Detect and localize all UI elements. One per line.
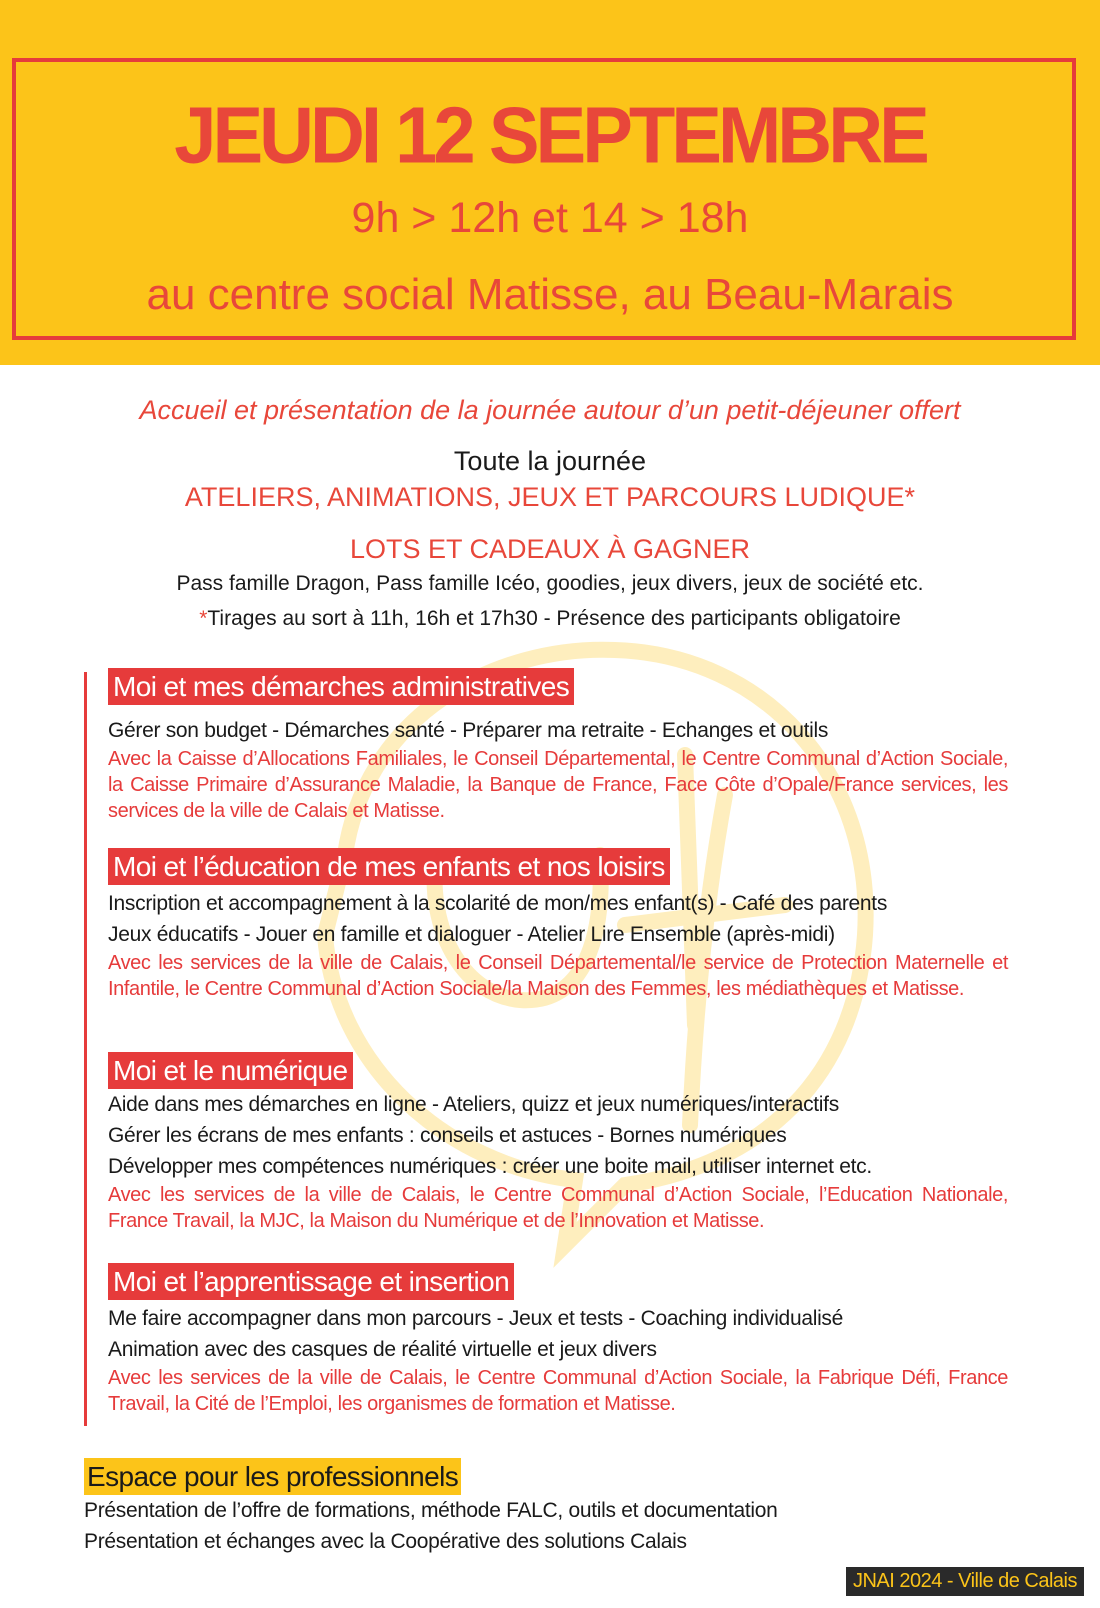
draws-note — [0, 607, 1100, 631]
section-line: Aide dans mes démarches en ligne - Ateliers, quizz et jeux numériques/interactifs — [108, 1093, 839, 1116]
footer-credit: JNAI 2024 - Ville de Calais — [846, 1567, 1084, 1596]
section-insertion — [108, 1263, 1008, 1417]
section-partners: Avec les services de la ville de Calais, le Conseil Départemental/le service de Protection Maternelle et Infantile, le Centre Communal d’Action Sociale/la Maison des Femmes, les médiathèques et Matisse. — [108, 952, 1008, 1000]
professionals-section — [84, 1458, 984, 1557]
prizes-list: Pass famille Dragon, Pass famille Icéo, goodies, jeux divers, jeux de société etc. — [176, 572, 924, 595]
section-line: Gérer son budget - Démarches santé - Préparer ma retraite - Echanges et outils — [108, 719, 829, 742]
section-title: Moi et mes démarches administratives — [108, 668, 574, 705]
professionals-title: Espace pour les professionnels — [84, 1458, 461, 1495]
section-line: Inscription et accompagnement à la scolarité de mon/mes enfant(s) - Café des parents — [108, 892, 888, 915]
professionals-line: Présentation de l’offre de formations, méthode FALC, outils et documentation — [84, 1499, 778, 1522]
workshops-title: ATELIERS, ANIMATIONS, JEUX ET PARCOURS LUDIQUE* — [184, 482, 916, 512]
section-title: Moi et l’éducation de mes enfants et nos loisirs — [108, 848, 670, 885]
section-line: Développer mes compétences numériques : créer une boite mail, utiliser internet etc. — [108, 1155, 872, 1178]
draws-text: Tirages au sort à 11h, 16h et 17h30 - Présence des participants obligatoire — [207, 607, 901, 630]
draws-asterisk: * — [199, 607, 208, 630]
event-hours: 9h > 12h et 14 > 18h — [351, 194, 749, 242]
section-admin — [108, 668, 1008, 824]
section-digital — [108, 1052, 1008, 1234]
section-title: Moi et le numérique — [108, 1052, 353, 1089]
section-line: Gérer les écrans de mes enfants : conseils et astuces - Bornes numériques — [108, 1124, 787, 1147]
all-day-label: Toute la journée — [453, 446, 647, 476]
event-venue: au centre social Matisse, au Beau-Marais — [146, 270, 954, 319]
section-partners: Avec la Caisse d’Allocations Familiales, le Conseil Départemental, le Centre Communal d’Action Sociale, la Caisse Primaire d’Assurance Maladie, la Banque de France, Face Côte d’Opale/France services, les services de la ville de Calais et Matisse. — [108, 748, 1008, 822]
section-education — [108, 848, 1008, 1002]
section-line: Animation avec des casques de réalité virtuelle et jeux divers — [108, 1338, 657, 1361]
welcome-text: Accueil et présentation de la journée autour d’un petit-déjeuner offert — [139, 395, 961, 425]
event-date: JEUDI 12 SEPTEMBRE — [174, 90, 926, 181]
professionals-line: Présentation et échanges avec la Coopérative des solutions Calais — [84, 1530, 687, 1553]
section-line: Me faire accompagner dans mon parcours - Jeux et tests - Coaching individualisé — [108, 1307, 844, 1330]
section-divider-bar — [84, 672, 87, 1426]
section-line: Jeux éducatifs - Jouer en famille et dialoguer - Atelier Lire Ensemble (après-midi) — [108, 923, 835, 946]
section-partners: Avec les services de la ville de Calais, le Centre Communal d’Action Sociale, la Fabrique Défi, France Travail, la Cité de l’Emploi, les organismes de formation et Matisse. — [108, 1367, 1008, 1415]
section-partners: Avec les services de la ville de Calais, le Centre Communal d’Action Sociale, l’Education Nationale, France Travail, la MJC, la Maison du Numérique et de l’Innovation et Matisse. — [108, 1184, 1008, 1232]
prizes-title: LOTS ET CADEAUX À GAGNER — [349, 534, 751, 564]
section-title: Moi et l’apprentissage et insertion — [108, 1263, 514, 1300]
